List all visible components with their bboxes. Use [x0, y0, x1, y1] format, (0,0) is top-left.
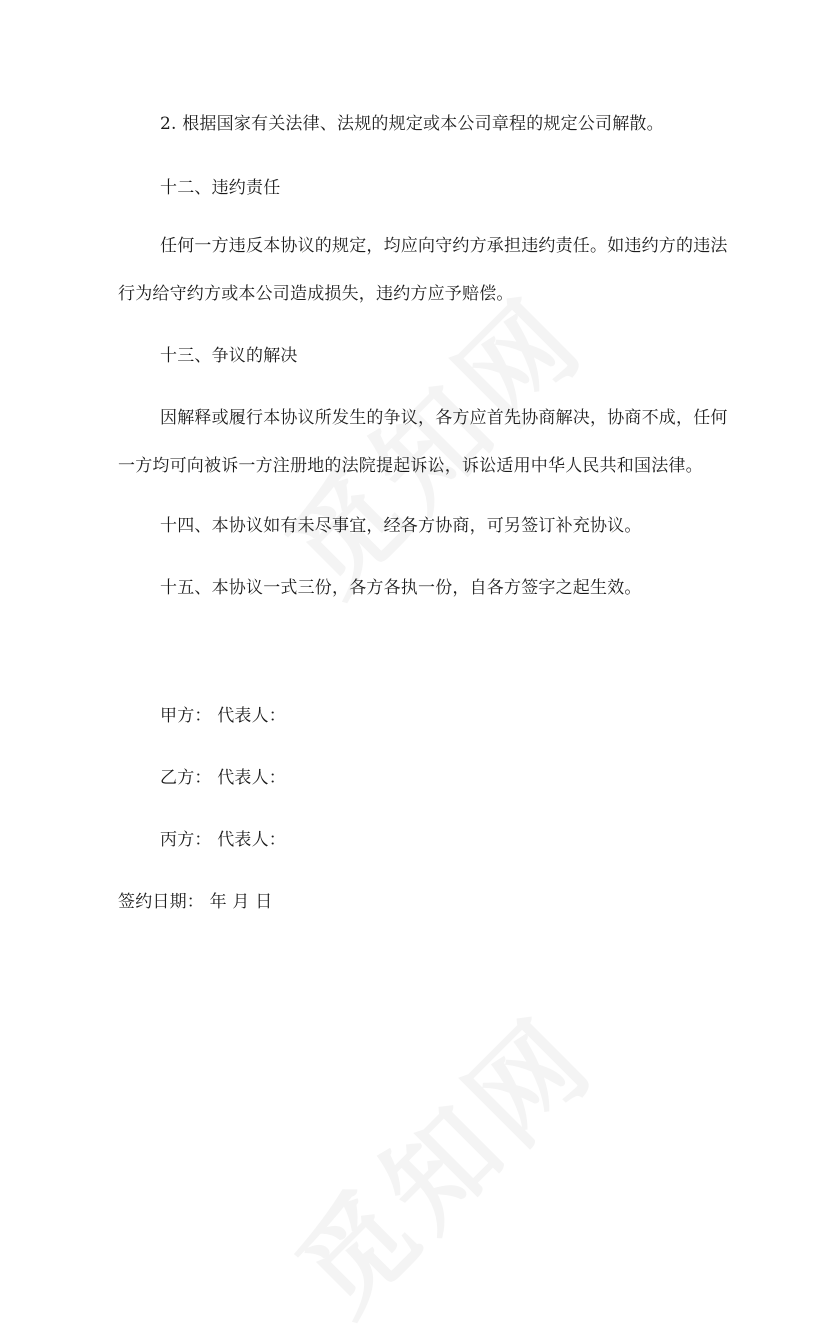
signing-date-line: 签约日期： 年 月 日 — [118, 892, 273, 912]
breach-paragraph-line-2: 行为给守约方或本公司造成损失，违约方应予赔偿。 — [118, 284, 514, 304]
watermark — [247, 256, 613, 622]
party-c-signature-line: 丙方： 代表人： — [160, 830, 287, 850]
section-heading-dispute: 十三、争议的解决 — [160, 346, 298, 366]
party-b-signature-line: 乙方： 代表人： — [160, 768, 287, 788]
watermark — [257, 976, 623, 1342]
dispute-paragraph-line-1: 因解释或履行本协议所发生的争议，各方应首先协商解决，协商不成，任何 — [160, 408, 728, 428]
clause-11-item-2: 2. 根据国家有关法律、法规的规定或本公司章程的规定公司解散。 — [160, 114, 664, 134]
dispute-paragraph-line-2: 一方均可向被诉一方注册地的法院提起诉讼，诉讼适用中华人民共和国法律。 — [118, 456, 703, 476]
party-a-signature-line: 甲方： 代表人： — [160, 706, 287, 726]
section-heading-breach: 十二、违约责任 — [160, 178, 281, 198]
breach-paragraph-line-1: 任何一方违反本协议的规定，均应向守约方承担违约责任。如违约方的违法 — [160, 236, 728, 256]
clause-14: 十四、本协议如有未尽事宜，经各方协商，可另签订补充协议。 — [160, 516, 642, 536]
clause-15: 十五、本协议一式三份，各方各执一份，自各方签字之起生效。 — [160, 578, 642, 598]
